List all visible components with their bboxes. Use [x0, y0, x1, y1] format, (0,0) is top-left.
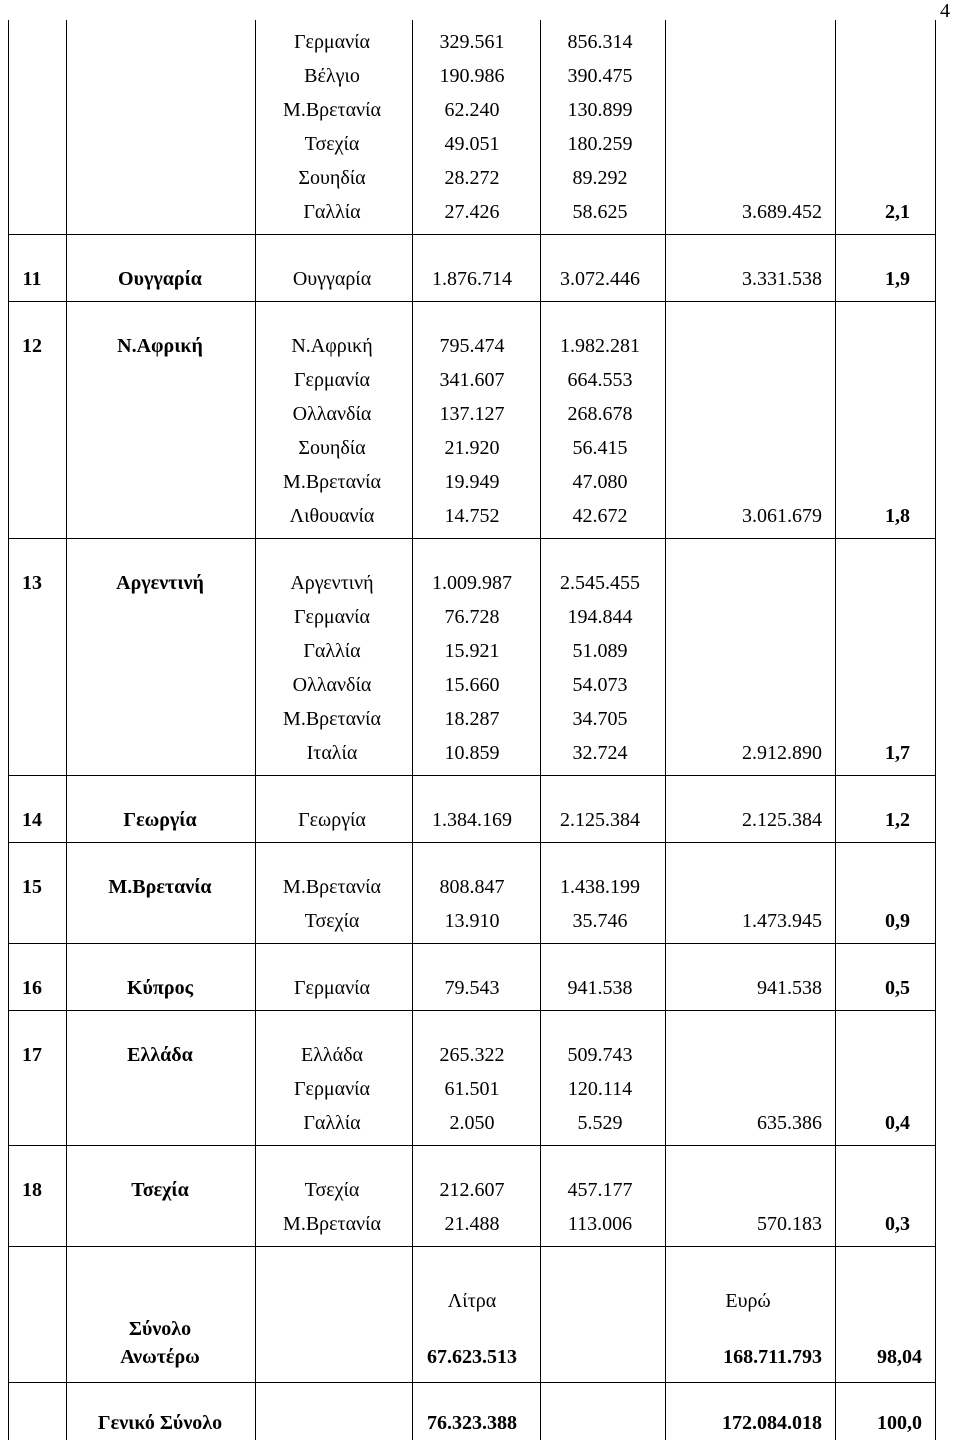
summary-pct-total: 98,04	[877, 1346, 922, 1368]
cell-partner: Γαλλία	[303, 201, 361, 223]
cell-partner: Ολλανδία	[292, 674, 372, 696]
cell-pct: 0,5	[885, 977, 910, 999]
cell-partner: Γερμανία	[293, 1078, 371, 1100]
cell-liters: 62.240	[444, 99, 500, 121]
cell-num: 18	[22, 1179, 42, 1201]
cell-euros: 2.125.384	[560, 809, 640, 831]
cell-euros: 941.538	[567, 977, 633, 999]
cell-liters: 14.752	[444, 505, 500, 527]
cell-partner: Ουγγαρία	[292, 268, 372, 290]
cell-partner: Μ.Βρετανία	[283, 1213, 381, 1235]
cell-liters: 2.050	[449, 1112, 495, 1134]
cell-partner: Βέλγιο	[304, 65, 360, 87]
cell-partner: Τσεχία	[304, 910, 360, 932]
cell-liters: 212.607	[439, 1179, 505, 1201]
cell-euros: 35.746	[572, 910, 628, 932]
row-rule	[8, 943, 935, 944]
cell-liters: 13.910	[444, 910, 500, 932]
cell-euros: 5.529	[577, 1112, 623, 1134]
summary-label-line1: Σύνολο	[128, 1318, 192, 1340]
cell-partner: Σουηδία	[298, 437, 366, 459]
column-rule	[835, 20, 836, 1440]
cell-liters: 76.728	[444, 606, 500, 628]
cell-total: 3.331.538	[742, 268, 822, 290]
cell-partner: Γεωργία	[298, 809, 366, 831]
cell-euros: 58.625	[572, 201, 628, 223]
cell-num: 14	[22, 809, 42, 831]
cell-liters: 18.287	[444, 708, 500, 730]
cell-euros: 194.844	[567, 606, 633, 628]
cell-euros: 856.314	[567, 31, 633, 53]
row-rule	[8, 1246, 935, 1247]
cell-partner: Λιθουανία	[289, 505, 375, 527]
row-rule	[8, 301, 935, 302]
cell-country: Μ.Βρετανία	[108, 876, 212, 898]
cell-liters: 329.561	[439, 31, 505, 53]
row-rule	[8, 775, 935, 776]
cell-liters: 1.876.714	[432, 268, 512, 290]
cell-euros: 32.724	[572, 742, 628, 764]
grand-total-pct: 100,0	[877, 1412, 922, 1434]
cell-country: Ν.Αφρική	[117, 335, 203, 357]
cell-euros: 180.259	[567, 133, 633, 155]
cell-liters: 61.501	[444, 1078, 500, 1100]
liters-header: Λίτρα	[447, 1290, 497, 1312]
cell-liters: 19.949	[444, 471, 500, 493]
column-rule	[665, 20, 666, 1440]
cell-total: 635.386	[757, 1112, 822, 1134]
cell-total: 2.125.384	[742, 809, 822, 831]
cell-partner: Γερμανία	[293, 31, 371, 53]
cell-liters: 27.426	[444, 201, 500, 223]
cell-num: 17	[22, 1044, 42, 1066]
cell-euros: 509.743	[567, 1044, 633, 1066]
grand-total-liters: 76.323.388	[427, 1412, 517, 1434]
grand-total-euros: 172.084.018	[722, 1412, 822, 1434]
cell-partner: Μ.Βρετανία	[283, 708, 381, 730]
column-rule	[66, 20, 67, 1440]
cell-total: 2.912.890	[742, 742, 822, 764]
row-rule	[8, 842, 935, 843]
cell-pct: 1,8	[885, 505, 910, 527]
cell-partner: Τσεχία	[304, 133, 360, 155]
cell-country: Κύπρος	[126, 977, 194, 999]
cell-total: 570.183	[757, 1213, 822, 1235]
cell-total: 1.473.945	[742, 910, 822, 932]
cell-pct: 0,4	[885, 1112, 910, 1134]
cell-liters: 15.921	[444, 640, 500, 662]
cell-euros: 390.475	[567, 65, 633, 87]
cell-partner: Γερμανία	[293, 977, 371, 999]
cell-partner: Ολλανδία	[292, 403, 372, 425]
cell-country: Τσεχία	[131, 1179, 189, 1201]
cell-euros: 51.089	[572, 640, 628, 662]
page-number: 4	[940, 0, 950, 22]
cell-partner: Μ.Βρετανία	[283, 99, 381, 121]
column-rule	[412, 20, 413, 1440]
cell-partner: Μ.Βρετανία	[283, 471, 381, 493]
cell-num: 12	[22, 335, 42, 357]
euros-header: Ευρώ	[725, 1290, 771, 1312]
cell-liters: 1.384.169	[432, 809, 512, 831]
cell-liters: 808.847	[439, 876, 505, 898]
cell-liters: 137.127	[439, 403, 505, 425]
cell-liters: 21.488	[444, 1213, 500, 1235]
row-rule	[8, 1145, 935, 1146]
cell-liters: 15.660	[444, 674, 500, 696]
cell-euros: 1.438.199	[560, 876, 640, 898]
cell-liters: 21.920	[444, 437, 500, 459]
column-rule	[540, 20, 541, 1440]
cell-total: 3.689.452	[742, 201, 822, 223]
cell-partner: Ιταλία	[306, 742, 358, 764]
row-rule	[8, 1382, 935, 1383]
cell-num: 11	[22, 268, 42, 290]
cell-partner: Γαλλία	[303, 640, 361, 662]
cell-euros: 56.415	[572, 437, 628, 459]
cell-country: Αργεντινή	[116, 572, 204, 594]
cell-liters: 795.474	[439, 335, 505, 357]
cell-partner: Γερμανία	[293, 369, 371, 391]
cell-pct: 1,7	[885, 742, 910, 764]
column-rule	[255, 20, 256, 1440]
cell-euros: 268.678	[567, 403, 633, 425]
cell-partner: Μ.Βρετανία	[283, 876, 381, 898]
cell-pct: 2,1	[885, 201, 910, 223]
summary-euros-total: 168.711.793	[723, 1346, 822, 1368]
cell-partner: Τσεχία	[304, 1179, 360, 1201]
cell-partner: Αργεντινή	[290, 572, 374, 594]
cell-liters: 28.272	[444, 167, 500, 189]
cell-num: 16	[22, 977, 42, 999]
cell-partner: Ελλάδα	[301, 1044, 363, 1066]
cell-partner: Γαλλία	[303, 1112, 361, 1134]
cell-euros: 54.073	[572, 674, 628, 696]
cell-partner: Σουηδία	[298, 167, 366, 189]
cell-liters: 1.009.987	[432, 572, 512, 594]
cell-euros: 3.072.446	[560, 268, 640, 290]
column-rule	[935, 20, 936, 1440]
cell-euros: 130.899	[567, 99, 633, 121]
cell-euros: 47.080	[572, 471, 628, 493]
cell-euros: 89.292	[572, 167, 628, 189]
cell-euros: 2.545.455	[560, 572, 640, 594]
cell-pct: 1,2	[885, 809, 910, 831]
row-rule	[8, 538, 935, 539]
cell-euros: 113.006	[567, 1213, 633, 1235]
column-rule	[8, 20, 9, 1440]
cell-euros: 34.705	[572, 708, 628, 730]
cell-total: 941.538	[757, 977, 822, 999]
cell-euros: 42.672	[572, 505, 628, 527]
cell-country: Ελλάδα	[127, 1044, 193, 1066]
cell-euros: 664.553	[567, 369, 633, 391]
row-rule	[8, 234, 935, 235]
cell-euros: 1.982.281	[560, 335, 640, 357]
grand-total-label: Γενικό Σύνολο	[97, 1412, 223, 1434]
row-rule	[8, 1010, 935, 1011]
cell-pct: 1,9	[885, 268, 910, 290]
cell-num: 13	[22, 572, 42, 594]
cell-liters: 10.859	[444, 742, 500, 764]
summary-liters-total: 67.623.513	[427, 1346, 517, 1368]
cell-partner: Γερμανία	[293, 606, 371, 628]
cell-liters: 79.543	[444, 977, 500, 999]
cell-pct: 0,9	[885, 910, 910, 932]
cell-liters: 265.322	[439, 1044, 505, 1066]
cell-partner: Ν.Αφρική	[291, 335, 373, 357]
cell-country: Ουγγαρία	[118, 268, 202, 290]
cell-total: 3.061.679	[742, 505, 822, 527]
cell-liters: 190.986	[439, 65, 505, 87]
cell-liters: 341.607	[439, 369, 505, 391]
cell-euros: 457.177	[567, 1179, 633, 1201]
cell-euros: 120.114	[567, 1078, 633, 1100]
cell-pct: 0,3	[885, 1213, 910, 1235]
summary-label-line2: Ανωτέρω	[120, 1346, 200, 1368]
cell-num: 15	[22, 876, 42, 898]
cell-country: Γεωργία	[123, 809, 197, 831]
cell-liters: 49.051	[444, 133, 500, 155]
